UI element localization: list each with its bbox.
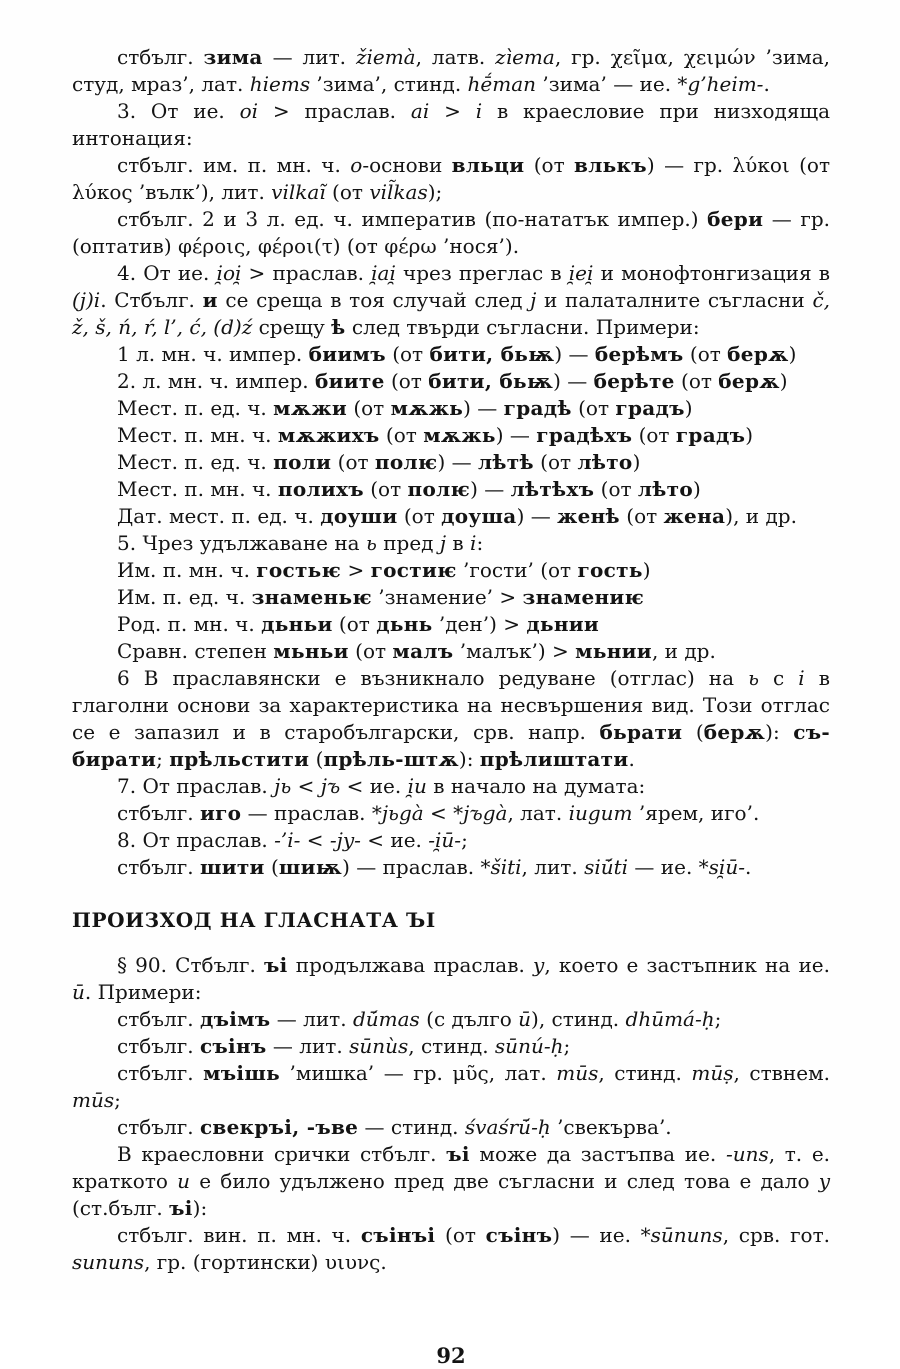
body-text: ) — гр. λύκοι (от λύκος ’вълк’), лит. xyxy=(72,153,831,204)
text-paragraph xyxy=(72,800,830,827)
old-bulgarian-text: малъ xyxy=(392,639,454,663)
latin-italic-text: g’heim- xyxy=(687,72,764,96)
old-bulgarian-text: лѣто xyxy=(577,450,633,474)
body-text: — лит. xyxy=(266,1034,350,1058)
text-paragraph xyxy=(72,1060,830,1114)
old-bulgarian-text: мѫжи xyxy=(273,396,347,420)
latin-italic-text: žiemà xyxy=(355,45,416,69)
old-bulgarian-text: берѣте xyxy=(593,369,675,393)
old-bulgarian-text: съінъ xyxy=(199,1034,267,1058)
old-bulgarian-text: ъі xyxy=(264,953,288,977)
latin-italic-text: si̯ū- xyxy=(708,855,745,879)
body-text: ), стинд. xyxy=(531,1007,626,1031)
body-text: и палаталните съгласни xyxy=(536,288,813,312)
body-text: , което е застъпник на ие. xyxy=(544,953,830,977)
body-text: в краесловие при низходяща интонация: xyxy=(72,99,830,150)
body-text: , стинд. xyxy=(408,1034,495,1058)
latin-italic-text: y xyxy=(818,1169,830,1193)
text-paragraph xyxy=(72,206,830,260)
body-text: 7. От праслав. xyxy=(117,774,275,798)
latin-italic-text: jъ xyxy=(320,774,341,798)
latin-italic-text: ь xyxy=(748,666,759,690)
text-paragraph xyxy=(72,368,830,395)
body-text: , стинд. xyxy=(598,1061,692,1085)
body-text: ) — xyxy=(554,342,595,366)
body-text: (от xyxy=(384,369,429,393)
body-text: , гр. χεῖμα, χειμών ’зима, студ, мраз’, лат. xyxy=(72,45,830,96)
body-text: стбълг. xyxy=(117,45,204,69)
latin-italic-text: j xyxy=(530,288,537,312)
old-bulgarian-text: мѫжь xyxy=(423,423,496,447)
body-text: ) — xyxy=(553,369,594,393)
body-text: -основи xyxy=(362,153,452,177)
latin-italic-text: sūnú-ḥ xyxy=(494,1034,564,1058)
text-paragraph xyxy=(72,854,830,881)
body-text: ) xyxy=(693,477,701,501)
body-text: < * xyxy=(423,801,464,825)
old-bulgarian-text: берѫ xyxy=(703,720,766,744)
body-text: ): xyxy=(765,720,794,744)
body-text: (от xyxy=(533,450,578,474)
text-paragraph xyxy=(72,557,830,584)
old-bulgarian-text: гость xyxy=(577,558,643,582)
body-text: (от xyxy=(674,369,719,393)
old-bulgarian-text: полѥ xyxy=(407,477,471,501)
latin-italic-text: dhūmá-ḥ xyxy=(625,1007,715,1031)
old-bulgarian-text: градъ xyxy=(615,396,685,420)
body-text: > праслав. xyxy=(258,99,411,123)
body-text: , срв. гот. xyxy=(722,1223,831,1247)
latin-italic-text: i̯ei̯ xyxy=(568,261,594,285)
old-bulgarian-text: лѣтѣ xyxy=(478,450,534,474)
old-bulgarian-text: гостьѥ xyxy=(256,558,342,582)
body-text: В краесловни срички стбълг. xyxy=(117,1142,447,1166)
body-text: ( xyxy=(682,720,704,744)
old-bulgarian-text: биите xyxy=(314,369,385,393)
latin-italic-text: -’i- xyxy=(274,828,301,852)
latin-italic-text: i̯ai̯ xyxy=(371,261,396,285)
old-bulgarian-text: жена xyxy=(663,504,726,528)
old-bulgarian-text: бери xyxy=(707,207,764,231)
body-text: — лит. xyxy=(262,45,356,69)
text-paragraph xyxy=(72,611,830,638)
old-bulgarian-text: прѣльстити xyxy=(169,747,310,771)
body-text: 8. От праслав. xyxy=(117,828,275,852)
text-paragraph xyxy=(72,638,830,665)
old-bulgarian-text: ъі xyxy=(169,1196,193,1220)
body-text: . xyxy=(763,72,770,96)
body-text: (ст.бълг. xyxy=(72,1196,170,1220)
text-paragraph xyxy=(72,1006,830,1033)
latin-italic-text: -uns xyxy=(725,1142,769,1166)
body-text: < xyxy=(300,828,330,852)
body-text: — праслав. * xyxy=(241,801,382,825)
body-text: < ие. xyxy=(360,828,429,852)
body-text: в глаголни основи за характеристика на несвършения вид. Този отглас се е запазил и в старобългарски, срв. напр. xyxy=(72,666,831,744)
text-paragraph xyxy=(72,1033,830,1060)
body-text: , гр. (гортински) υιυνς. xyxy=(144,1250,387,1274)
latin-italic-text: hiems xyxy=(249,72,311,96)
old-bulgarian-text: съінъі xyxy=(360,1223,436,1247)
body-text: — лит. xyxy=(270,1007,353,1031)
body-text: 1 л. мн. ч. импер. xyxy=(117,342,309,366)
body-text: в начало на думата: xyxy=(426,774,646,798)
latin-italic-text: -i̯ū- xyxy=(428,828,462,852)
body-text: чрез преглас в xyxy=(395,261,569,285)
body-text: 4. От ие. xyxy=(117,261,217,285)
body-text: ); xyxy=(427,180,443,204)
latin-italic-text: j xyxy=(439,531,447,555)
body-text: срещу xyxy=(252,315,332,339)
latin-italic-text: ū xyxy=(518,1007,532,1031)
text-paragraph xyxy=(72,827,830,854)
latin-italic-text: śvaśrū́-ḥ xyxy=(464,1115,551,1139)
body-text: (от xyxy=(632,423,676,447)
body-text: ) — xyxy=(463,396,504,420)
body-text: може да застъпва ие. xyxy=(469,1142,726,1166)
old-bulgarian-text: ѣ xyxy=(331,315,346,339)
body-text: , т. е. краткото xyxy=(72,1142,831,1193)
latin-italic-text: sununs xyxy=(72,1250,145,1274)
old-bulgarian-text: дьнь xyxy=(376,612,433,636)
latin-italic-text: siū́ti xyxy=(584,855,629,879)
old-bulgarian-text: градѣхъ xyxy=(536,423,633,447)
section-heading: ПРОИЗХОД НА ГЛАСНАТА ЪІ xyxy=(72,908,436,932)
old-bulgarian-text: прѣль-штѫ xyxy=(323,747,459,771)
body-text: ) — праслав. * xyxy=(342,855,491,879)
content xyxy=(72,44,830,1276)
old-bulgarian-text: дьнии xyxy=(526,612,600,636)
body-text: Сравн. степен xyxy=(117,639,274,663)
old-bulgarian-text: влькъ xyxy=(574,153,647,177)
body-text: , и др. xyxy=(651,639,716,663)
latin-italic-text: i xyxy=(475,99,483,123)
latin-italic-text: mūs xyxy=(72,1088,115,1112)
body-text: след твърди съгласни. Примери: xyxy=(345,315,700,339)
body-text: ( xyxy=(264,855,279,879)
old-bulgarian-text: зима xyxy=(203,45,263,69)
body-text: (от xyxy=(363,477,408,501)
text-paragraph xyxy=(72,1141,830,1222)
latin-italic-text: iugum xyxy=(568,801,633,825)
old-bulgarian-text: градъ xyxy=(675,423,746,447)
old-bulgarian-text: шити xyxy=(199,855,265,879)
body-text: > праслав. xyxy=(241,261,372,285)
body-text: ’мишка’ — гр. μῦς, лат. xyxy=(280,1061,557,1085)
latin-italic-text: i̯u xyxy=(407,774,427,798)
body-text: < ие. xyxy=(340,774,408,798)
body-text: в xyxy=(446,531,471,555)
body-text: ’свекърва’. xyxy=(550,1115,672,1139)
text-paragraph xyxy=(72,422,830,449)
body-text: ’знамение’ > xyxy=(371,585,523,609)
body-text: стбълг. xyxy=(117,1115,200,1139)
body-text: (от xyxy=(683,342,728,366)
body-text: стбълг. вин. п. мн. ч. xyxy=(117,1223,361,1247)
latin-italic-text: vil̃kas xyxy=(369,180,428,204)
body-text: 3. От ие. xyxy=(117,99,240,123)
body-text: ’малък’) > xyxy=(453,639,576,663)
body-text: 5. Чрез удължаване на xyxy=(117,531,366,555)
text-paragraph xyxy=(72,476,830,503)
body-text: се среща в тоя случай след xyxy=(217,288,531,312)
old-bulgarian-text: и xyxy=(202,288,218,312)
body-text: ; xyxy=(114,1088,121,1112)
old-bulgarian-text: полѥ xyxy=(374,450,438,474)
latin-italic-text: ai xyxy=(410,99,430,123)
latin-italic-text: jь xyxy=(274,774,292,798)
old-bulgarian-text: прѣлиштати xyxy=(479,747,629,771)
body-text: , ствнем. xyxy=(733,1061,830,1085)
body-text: е било удължено пред две съгласни и след това е дало xyxy=(190,1169,819,1193)
old-bulgarian-text: мъішь xyxy=(203,1061,280,1085)
body-text: ) xyxy=(642,558,651,582)
old-bulgarian-text: полихъ xyxy=(277,477,364,501)
body-text: стбълг. xyxy=(117,1007,200,1031)
latin-italic-text: ū xyxy=(72,980,85,1004)
latin-italic-text: zìema xyxy=(495,45,555,69)
text-paragraph xyxy=(72,152,830,206)
body-text: . Примери: xyxy=(84,980,202,1004)
body-text: ) xyxy=(788,342,797,366)
text-paragraph xyxy=(72,773,830,800)
old-bulgarian-text: дьньи xyxy=(261,612,333,636)
body-text: (от xyxy=(332,612,377,636)
body-text: > xyxy=(429,99,476,123)
old-bulgarian-text: берѫ xyxy=(718,369,780,393)
old-bulgarian-text: берѣмъ xyxy=(594,342,684,366)
latin-italic-text: vilkaĩ xyxy=(271,180,326,204)
body-text: — гр. (оптатив) φέροις, φέροι(τ) (от φέρω ’нося’). xyxy=(72,207,830,258)
body-text: Мест. п. ед. ч. xyxy=(117,450,274,474)
old-bulgarian-text: дъімъ xyxy=(199,1007,271,1031)
latin-italic-text: č, ž, š, ń, ŕ, l’, ć, (d)ź xyxy=(72,288,830,339)
old-bulgarian-text: мѫжь xyxy=(390,396,464,420)
body-text: Дат. мест. п. ед. ч. xyxy=(117,504,321,528)
old-bulgarian-text: градѣ xyxy=(503,396,572,420)
body-text: . Стбълг. xyxy=(100,288,203,312)
text-paragraph xyxy=(72,341,830,368)
old-bulgarian-text: берѫ xyxy=(727,342,789,366)
text-paragraph xyxy=(72,98,830,152)
body-text: § 90. Стбълг. xyxy=(117,953,265,977)
latin-italic-text: jъgà xyxy=(463,801,508,825)
text-paragraph xyxy=(72,1222,830,1276)
body-text: продължава праслав. xyxy=(287,953,534,977)
old-bulgarian-text: доуши xyxy=(320,504,398,528)
old-bulgarian-text: бьрати xyxy=(599,720,683,744)
body-text: стбълг. xyxy=(117,801,200,825)
body-text: , лат. xyxy=(507,801,569,825)
text-paragraph xyxy=(72,449,830,476)
body-text: 2. л. мн. ч. импер. xyxy=(117,369,315,393)
old-bulgarian-text: шиѭ xyxy=(278,855,343,879)
body-text: (от xyxy=(435,1223,486,1247)
body-text: ) xyxy=(779,369,788,393)
body-text: , лит. xyxy=(521,855,585,879)
body-text: (от xyxy=(571,396,616,420)
body-text: ) xyxy=(684,396,693,420)
body-text: ; xyxy=(461,828,468,852)
body-text: ), и др. xyxy=(725,504,797,528)
body-text: > xyxy=(341,558,371,582)
latin-italic-text: mūs xyxy=(556,1061,599,1085)
body-text: ; xyxy=(563,1034,571,1058)
latin-italic-text: jьgà xyxy=(381,801,424,825)
body-text: стбълг. xyxy=(117,1061,204,1085)
old-bulgarian-text: мьньи xyxy=(273,639,349,663)
body-text: ’зима’ — ие. * xyxy=(536,72,688,96)
old-bulgarian-text: бити, бьѭ xyxy=(429,342,555,366)
latin-italic-text: i xyxy=(798,666,805,690)
body-text: . xyxy=(744,855,752,879)
body-text: ’ярем, иго’. xyxy=(632,801,760,825)
body-text: . xyxy=(628,747,635,771)
latin-italic-text: ь xyxy=(365,531,377,555)
old-bulgarian-text: поли xyxy=(273,450,332,474)
body-text: Им. п. мн. ч. xyxy=(117,558,257,582)
old-bulgarian-text: доуша xyxy=(441,504,517,528)
body-text: ) — ие. * xyxy=(552,1223,651,1247)
body-text: Род. п. мн. ч. xyxy=(117,612,262,636)
text-paragraph xyxy=(72,530,830,557)
body-text: Мест. п. ед. ч. xyxy=(117,396,274,420)
latin-italic-text: hḗman xyxy=(467,72,537,96)
body-text: — ие. * xyxy=(628,855,709,879)
body-text: ’гости’ (от xyxy=(456,558,578,582)
body-text: стбълг. им. п. мн. ч. xyxy=(117,153,351,177)
body-text: : xyxy=(476,531,484,555)
old-bulgarian-text: вльци xyxy=(451,153,525,177)
old-bulgarian-text: знамениѥ xyxy=(522,585,645,609)
latin-italic-text: šiti xyxy=(490,855,522,879)
latin-italic-text: oi xyxy=(239,99,259,123)
latin-italic-text: sūnùs xyxy=(349,1034,409,1058)
latin-italic-text: y xyxy=(533,953,545,977)
body-text: стбълг. xyxy=(117,855,200,879)
text-paragraph xyxy=(72,395,830,422)
latin-italic-text: (j)i xyxy=(72,288,101,312)
old-bulgarian-text: съ-бирати xyxy=(72,720,830,771)
body-text: — стинд. xyxy=(358,1115,465,1139)
body-text: (от xyxy=(619,504,664,528)
body-text: Им. п. ед. ч. xyxy=(117,585,252,609)
old-bulgarian-text: бити, бьѭ xyxy=(428,369,554,393)
old-bulgarian-text: мѫжихъ xyxy=(277,423,380,447)
body-text: (от xyxy=(325,180,370,204)
text-paragraph xyxy=(72,44,830,98)
text-paragraph xyxy=(72,665,830,773)
body-text: ) xyxy=(632,450,641,474)
body-text: 6 В праславянски е възникнало редуване (отглас) на xyxy=(117,666,749,690)
body-text: ) — xyxy=(470,477,511,501)
latin-italic-text: i̯oi̯ xyxy=(216,261,242,285)
body-text: ; xyxy=(156,747,170,771)
body-text: ) — xyxy=(495,423,537,447)
body-text: (с дълго xyxy=(419,1007,519,1031)
old-bulgarian-text: свекръі, -ъве xyxy=(199,1115,359,1139)
body-text: ): xyxy=(458,747,480,771)
text-paragraph xyxy=(72,260,830,341)
body-text: ’зима’, стинд. xyxy=(310,72,468,96)
latin-italic-text: dū́mas xyxy=(352,1007,420,1031)
latin-italic-text: o xyxy=(350,153,363,177)
text-paragraph xyxy=(72,584,830,611)
old-bulgarian-text: биимъ xyxy=(308,342,386,366)
body-text: (от xyxy=(594,477,638,501)
latin-italic-text: mūṣ xyxy=(691,1061,734,1085)
body-text: ( xyxy=(309,747,324,771)
body-text: (от xyxy=(331,450,375,474)
body-text: (от xyxy=(524,153,575,177)
body-text: (от xyxy=(385,342,430,366)
body-text: ’ден’) > xyxy=(432,612,527,636)
old-bulgarian-text: гостиѥ xyxy=(370,558,457,582)
body-text: (от xyxy=(346,396,391,420)
latin-italic-text: sūnuns xyxy=(650,1223,723,1247)
old-bulgarian-text: мьнии xyxy=(575,639,652,663)
body-text: ; xyxy=(714,1007,722,1031)
body-text: ): xyxy=(192,1196,208,1220)
latin-italic-text: -jy- xyxy=(329,828,361,852)
old-bulgarian-text: лѣто xyxy=(637,477,694,501)
body-text: стбълг. 2 и 3 л. ед. ч. императив (по-нататък импер.) xyxy=(117,207,708,231)
body-text: (от xyxy=(379,423,424,447)
body-text: ) — xyxy=(516,504,558,528)
text-paragraph xyxy=(72,952,830,1006)
old-bulgarian-text: съінъ xyxy=(485,1223,553,1247)
page-number: 92 xyxy=(436,1343,466,1368)
body-text: и монофтонгизация в xyxy=(593,261,830,285)
latin-italic-text: u xyxy=(177,1169,191,1193)
body-text: ) — xyxy=(437,450,478,474)
old-bulgarian-text: знаменьѥ xyxy=(251,585,372,609)
text-paragraph xyxy=(72,503,830,530)
body-text: стбълг. xyxy=(117,1034,200,1058)
body-text: ) xyxy=(745,423,754,447)
body-text: с xyxy=(759,666,799,690)
body-text: (от xyxy=(397,504,442,528)
latin-italic-text: i xyxy=(470,531,477,555)
old-bulgarian-text: иго xyxy=(199,801,242,825)
old-bulgarian-text: лѣтѣхъ xyxy=(510,477,595,501)
old-bulgarian-text: ъі xyxy=(446,1142,470,1166)
body-text: Мест. п. мн. ч. xyxy=(117,423,278,447)
old-bulgarian-text: женѣ xyxy=(557,504,620,528)
body-text: , латв. xyxy=(415,45,496,69)
body-text: пред xyxy=(376,531,440,555)
text-paragraph xyxy=(72,1114,830,1141)
body-text: Мест. п. мн. ч. xyxy=(117,477,278,501)
body-text: (от xyxy=(348,639,393,663)
body-text: < xyxy=(291,774,321,798)
